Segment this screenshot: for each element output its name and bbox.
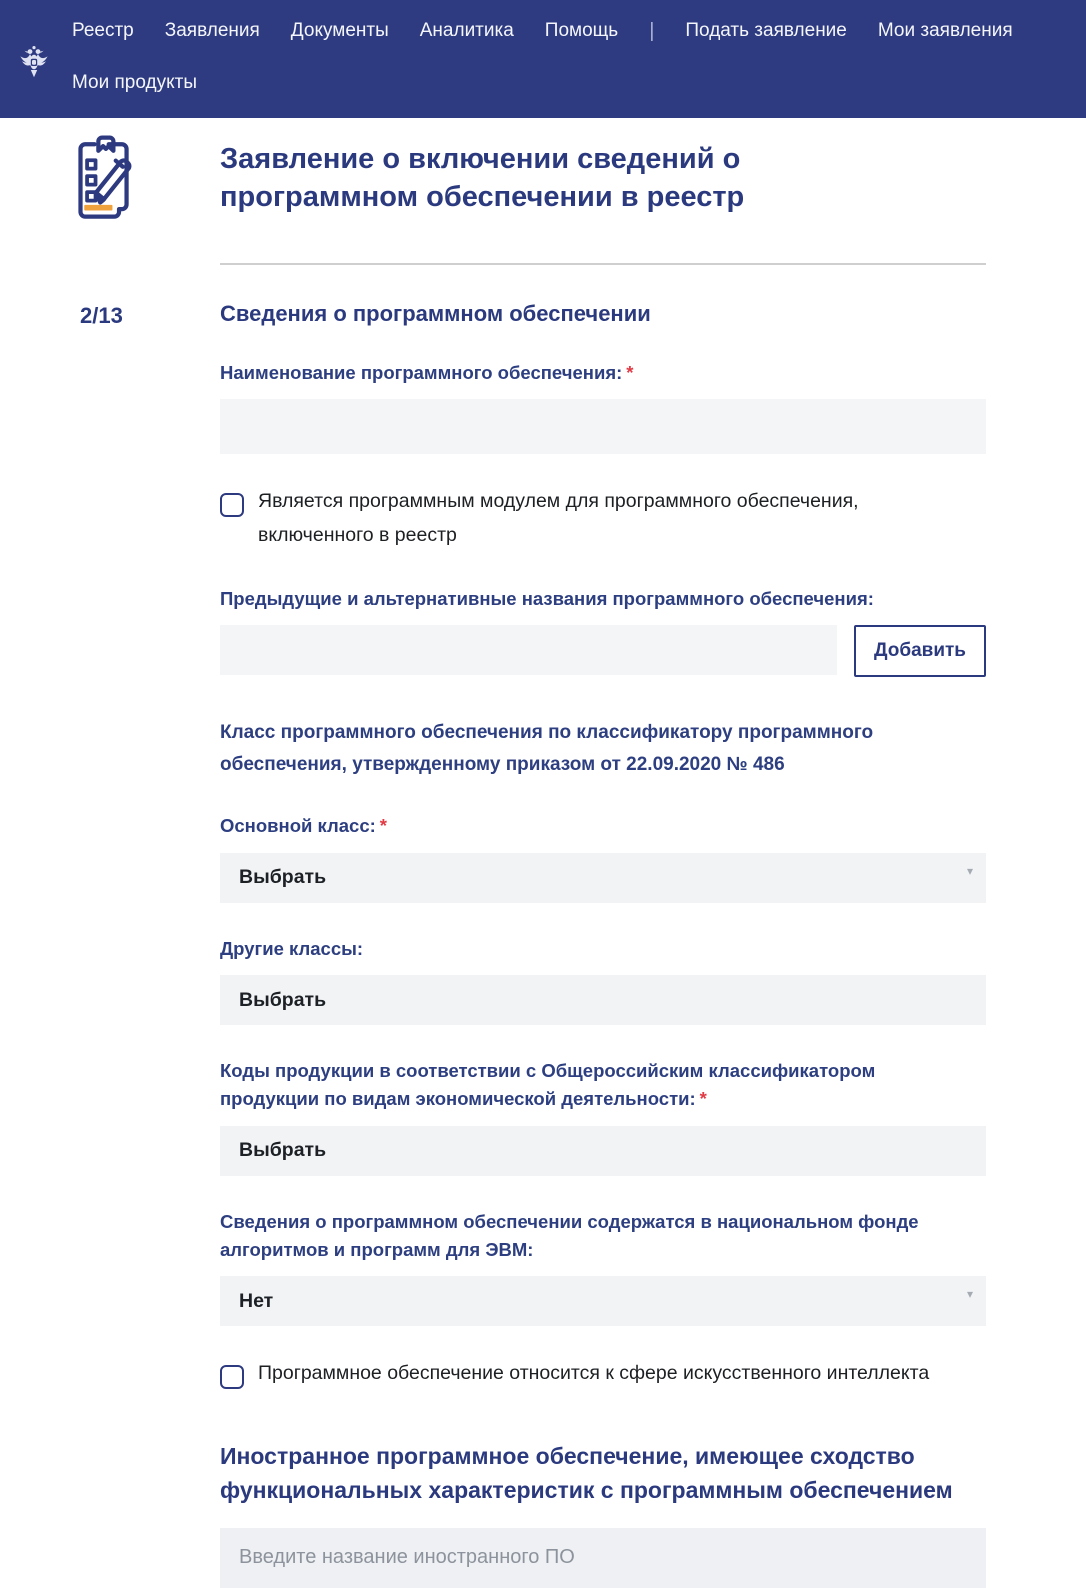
- nav-divider: |: [649, 19, 655, 42]
- required-mark: *: [699, 1088, 707, 1110]
- alt-names-label: Предыдущие и альтернативные названия программного обеспечения:: [220, 587, 874, 609]
- header-icon-cell: [0, 118, 220, 265]
- chevron-down-icon: ▾: [966, 863, 973, 878]
- alt-names-input[interactable]: [220, 625, 837, 675]
- form-body: [220, 265, 986, 1588]
- software-name-label: [220, 359, 965, 387]
- nav-item-registry[interactable]: Реестр: [72, 20, 134, 41]
- main-class-select-value: Выбрать: [239, 866, 327, 889]
- nav-item-applications[interactable]: Заявления: [164, 20, 260, 41]
- national-fund-select[interactable]: [220, 1276, 986, 1326]
- nav-item-analytics[interactable]: Аналитика: [419, 20, 514, 41]
- other-classes-select[interactable]: [220, 975, 986, 1025]
- required-mark: *: [379, 814, 387, 836]
- ai-checkbox[interactable]: [220, 1365, 244, 1389]
- national-fund-label: Сведения о программном обеспечении содержатся в национальном фонде алгоритмов и программ для ЭВМ:: [220, 1210, 919, 1260]
- product-codes-label: [220, 1057, 965, 1113]
- nav-links: [72, 17, 1056, 97]
- required-mark: *: [626, 361, 634, 383]
- application-form: [0, 118, 1086, 1588]
- foreign-software-search-input[interactable]: [220, 1528, 986, 1588]
- main-class-select[interactable]: [220, 853, 986, 903]
- national-fund-select-value: Нет: [239, 1289, 274, 1312]
- main-class-label-text: Основной класс:: [220, 814, 376, 836]
- top-navbar: [0, 0, 1086, 118]
- software-name-label-text: Наименование программного обеспечения:: [220, 361, 623, 383]
- nav-item-help[interactable]: Помощь: [544, 20, 619, 41]
- clipboard-pencil-icon: [57, 131, 151, 227]
- ai-checkbox-row: [220, 1356, 986, 1390]
- alt-names-row: [220, 625, 986, 677]
- product-codes-select-value: Выбрать: [239, 1139, 327, 1162]
- nav-item-submit-application[interactable]: Подать заявление: [685, 20, 847, 41]
- foreign-software-heading: Иностранное программное обеспечение, имеющее сходство функциональных характеристик с программным обеспечением: [220, 1442, 953, 1504]
- step-indicator: 2/13: [80, 302, 123, 328]
- module-checkbox[interactable]: [220, 493, 244, 517]
- product-codes-label-text: Коды продукции в соответствии с Общероссийским классификатором продукции по видам экономической деятельности:: [220, 1060, 876, 1110]
- nav-item-my-products[interactable]: Мои продукты: [72, 72, 197, 93]
- chevron-down-icon: ▾: [966, 1287, 973, 1302]
- nav-item-documents[interactable]: Документы: [290, 20, 389, 41]
- software-name-input[interactable]: [220, 399, 986, 454]
- add-alt-name-button[interactable]: Добавить: [854, 625, 986, 677]
- class-note: Класс программного обеспечения по классификатору программного обеспечения, утвержденному приказом от 22.09.2020 № 486: [220, 722, 874, 775]
- nav-item-my-applications[interactable]: Мои заявления: [877, 20, 1013, 41]
- header-cell: [220, 118, 986, 265]
- other-classes-label: Другие классы:: [220, 937, 364, 959]
- module-checkbox-row: [220, 484, 986, 552]
- product-codes-select[interactable]: [220, 1126, 986, 1176]
- page-title: Заявление о включении сведений о программном обеспечении в реестр: [220, 143, 745, 214]
- main-class-label: [220, 812, 965, 840]
- module-checkbox-label: Является программным модулем для программного обеспечения, включенного в реестр: [258, 490, 859, 547]
- section-title: Сведения о программном обеспечении: [220, 300, 651, 326]
- ai-checkbox-label: Программное обеспечение относится к сфере искусственного интеллекта: [258, 1362, 930, 1385]
- coat-of-arms-logo: [18, 44, 50, 80]
- other-classes-select-value: Выбрать: [239, 988, 327, 1011]
